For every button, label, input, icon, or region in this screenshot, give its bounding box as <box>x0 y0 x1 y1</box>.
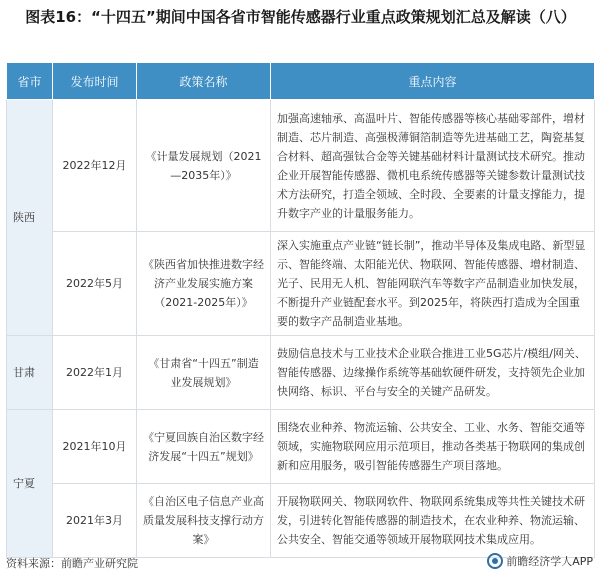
content-cell: 开展物联网关、物联网软件、物联网系统集成等共性关键技术研发，引进转化智能传感器的制造技术，在农业种养、物流运输、公共安全、智能交通等领域开展物联网技术集成应用。 <box>271 484 595 558</box>
policy-name-cell: 《甘肃省“十四五”制造业发展规划》 <box>137 336 271 410</box>
policy-name-cell: 《陕西省加快推进数字经济产业发展实施方案（2021-2025年）》 <box>137 232 271 336</box>
policy-name-cell: 《计量发展规划（2021—2035年）》 <box>137 100 271 232</box>
date-cell: 2022年5月 <box>53 232 137 336</box>
figure-title: 图表16：“十四五”期间中国各省市智能传感器行业重点政策规划汇总及解读（八） <box>25 8 576 26</box>
table-row <box>7 410 595 484</box>
table-row <box>7 232 595 336</box>
header-date: 发布时间 <box>53 63 137 100</box>
province-cell: 陕西 <box>7 100 53 336</box>
brand-badge <box>487 553 593 569</box>
table-row <box>7 100 595 232</box>
content-cell: 鼓励信息技术与工业技术企业联合推进工业5G芯片/模组/网关、智能传感器、边缘操作系统等基础软硬件研发，支持领先企业加快网络、标识、平台与安全的关键产品研发。 <box>271 336 595 410</box>
content-cell: 深入实施重点产业链“链长制”，推动半导体及集成电路、新型显示、智能终端、太阳能光伏、物联网、智能传感器、增材制造、光子、民用无人机、智能网联汽车等数字产品制造业加快发展，不断提升产业链配套水平。到2025年，将陕西打造成为全国重要的数字产品制造业基地。 <box>271 232 595 336</box>
source-note: 资料来源：前瞻产业研究院 <box>6 557 138 570</box>
content-cell: 加强高速轴承、高温叶片、智能传感器等核心基础零部件，增材制造、芯片制造、高强极薄铜箔制造等先进基础工艺，陶瓷基复合材料、超高强钛合金等关键基础材料计量测试技术研究。推动企业开展智能传感器、微机电系统传感器等关键参数计量测试技术方法研究，打造全领域、全时段、全要素的计量支撑能力，提升数字产业的计量服务能力。 <box>271 100 595 232</box>
date-cell: 2021年3月 <box>53 484 137 558</box>
date-cell: 2022年12月 <box>53 100 137 232</box>
province-cell: 宁夏 <box>7 410 53 558</box>
policy-name-cell: 《自治区电子信息产业高质量发展科技支撑行动方案》 <box>137 484 271 558</box>
date-cell: 2021年10月 <box>53 410 137 484</box>
header-province: 省市 <box>7 63 53 100</box>
content-cell: 围绕农业种养、物流运输、公共安全、工业、水务、智能交通等领域，实施物联网应用示范项目，推动各类基于物联网的集成创新和应用服务，吸引智能传感器生产项目落地。 <box>271 410 595 484</box>
table-row <box>7 336 595 410</box>
header-policy-name: 政策名称 <box>137 63 271 100</box>
date-cell: 2022年1月 <box>53 336 137 410</box>
province-cell: 甘肃 <box>7 336 53 410</box>
brand-label: 前瞻经济学人APP <box>506 555 593 568</box>
table-row <box>7 484 595 558</box>
header-key-content: 重点内容 <box>271 63 595 100</box>
policy-name-cell: 《宁夏回族自治区数字经济发展“十四五”规划》 <box>137 410 271 484</box>
qianzhan-logo-icon <box>487 553 503 569</box>
policy-table <box>6 62 595 558</box>
table-header-row <box>7 63 595 100</box>
